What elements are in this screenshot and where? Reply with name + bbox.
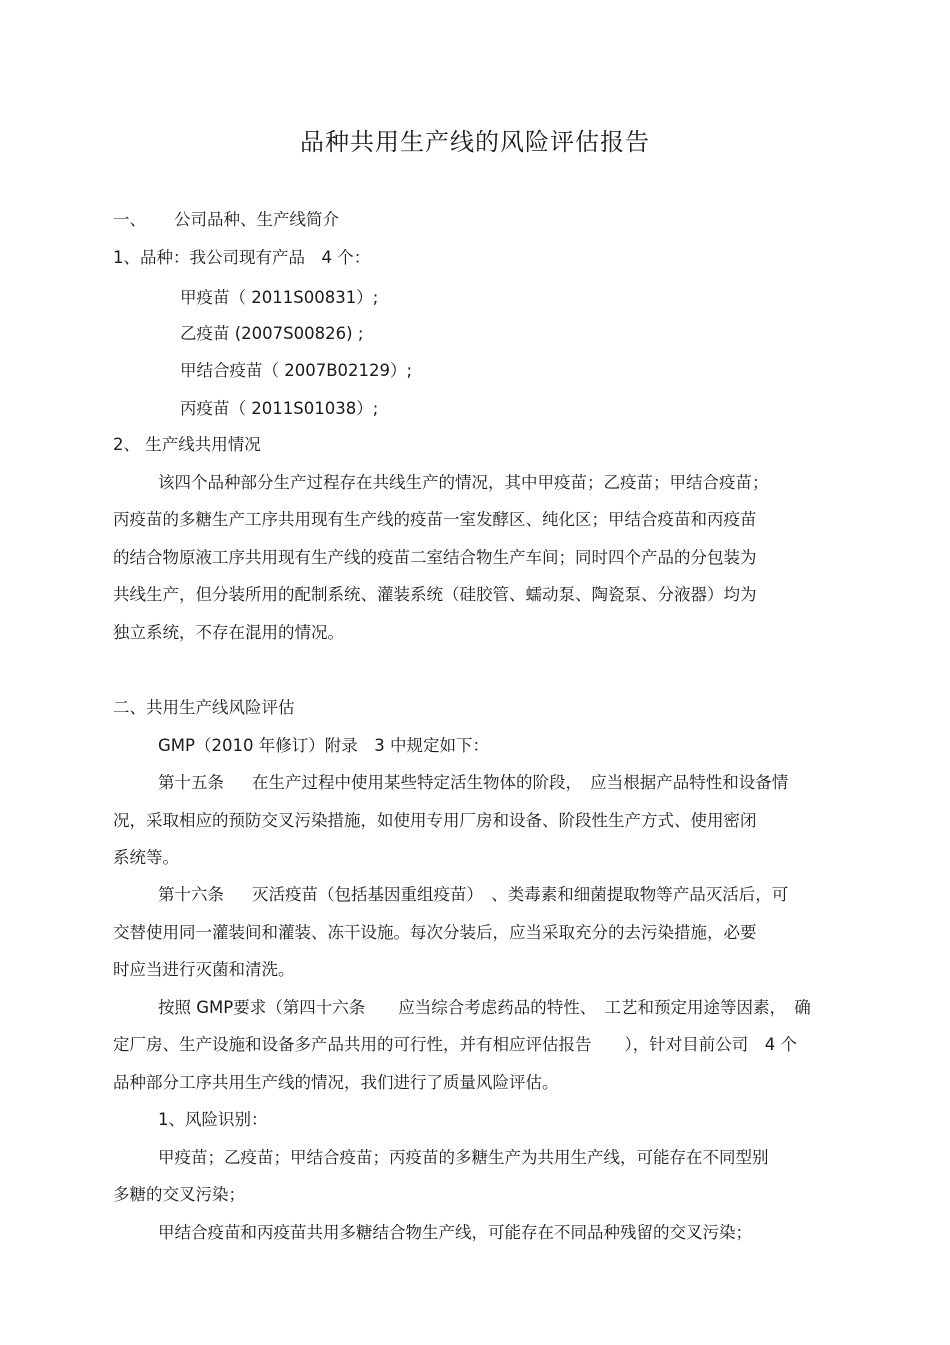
paragraph-line: 独立系统，不存在混用的情况。: [113, 623, 344, 642]
paragraph-line: 甲结合疫苗和丙疫苗共用多糖结合物生产线，可能存在不同品种残留的交叉污染；: [158, 1223, 752, 1242]
product-line: 甲结合疫苗（ 2007B02129）;: [180, 361, 413, 380]
risk-identification-heading: 1、风险识别：: [158, 1110, 268, 1129]
paragraph-line: 品种部分工序共用生产线的情况，我们进行了质量风险评估。: [113, 1073, 559, 1092]
paragraph-line: 交替使用同一灌装间和灌装、冻干设施。每次分装后，应当采取充分的去污染措施，必要: [113, 923, 757, 942]
paragraph-line: 按照 GMP要求（第四十六条 应当综合考虑药品的特性、 工艺和预定用途等因素， 确: [158, 998, 811, 1017]
paragraph-line: 多糖的交叉污染；: [113, 1185, 245, 1204]
paragraph-line: 定厂房、生产设施和设备多产品共用的可行性，并有相应评估报告 ），针对目前公司 4 个: [113, 1035, 797, 1054]
item-line-sharing: 2、 生产线共用情况: [113, 435, 261, 454]
article15-text: 在生产过程中使用某些特定活生物体的阶段， 应当根据产品特性和设备情: [252, 773, 789, 792]
paragraph-line: 时应当进行灭菌和清洗。: [113, 960, 295, 979]
article15-label: 第十五条: [158, 773, 224, 792]
section1-heading: [113, 208, 339, 232]
paragraph-line: 该四个品种部分生产过程存在共线生产的情况，其中甲疫苗；乙疫苗；甲结合疫苗；: [158, 473, 769, 492]
paragraph-line: 的结合物原液工序共用现有生产线的疫苗二室结合物生产车间；同时四个产品的分包装为: [113, 548, 757, 567]
article16-text: 灭活疫苗（包括基因重组疫苗） 、类毒素和细菌提取物等产品灭活后，可: [252, 885, 789, 904]
article15-line: [158, 771, 788, 795]
article16-label: 第十六条: [158, 885, 224, 904]
article16-line: [158, 883, 788, 907]
gmp-intro: GMP（2010 年修订）附录 3 中规定如下：: [158, 736, 489, 755]
section1-title: 公司品种、生产线简介: [174, 210, 339, 229]
product-line: 乙疫苗 (2007S00826) ;: [180, 324, 364, 343]
section1-number: 一、: [113, 210, 146, 229]
item-products-intro: 1、品种：我公司现有产品 4 个：: [113, 248, 371, 267]
product-line: 丙疫苗（ 2011S01038）;: [180, 399, 379, 418]
paragraph-line: 甲疫苗；乙疫苗；甲结合疫苗；丙疫苗的多糖生产为共用生产线，可能存在不同型别: [158, 1148, 769, 1167]
paragraph-line: 共线生产，但分装所用的配制系统、灌装系统（硅胶管、蠕动泵、陶瓷泵、分液器）均为: [113, 585, 757, 604]
section2-heading: 二、共用生产线风险评估: [113, 698, 295, 717]
paragraph-line: 系统等。: [113, 848, 179, 867]
page-title: 品种共用生产线的风险评估报告: [300, 128, 650, 156]
paragraph-line: 丙疫苗的多糖生产工序共用现有生产线的疫苗一室发酵区、纯化区；甲结合疫苗和丙疫苗: [113, 510, 757, 529]
paragraph-line: 况，采取相应的预防交叉污染措施，如使用专用厂房和设备、阶段性生产方式、使用密闭: [113, 811, 757, 830]
product-line: 甲疫苗（ 2011S00831）;: [180, 288, 379, 307]
